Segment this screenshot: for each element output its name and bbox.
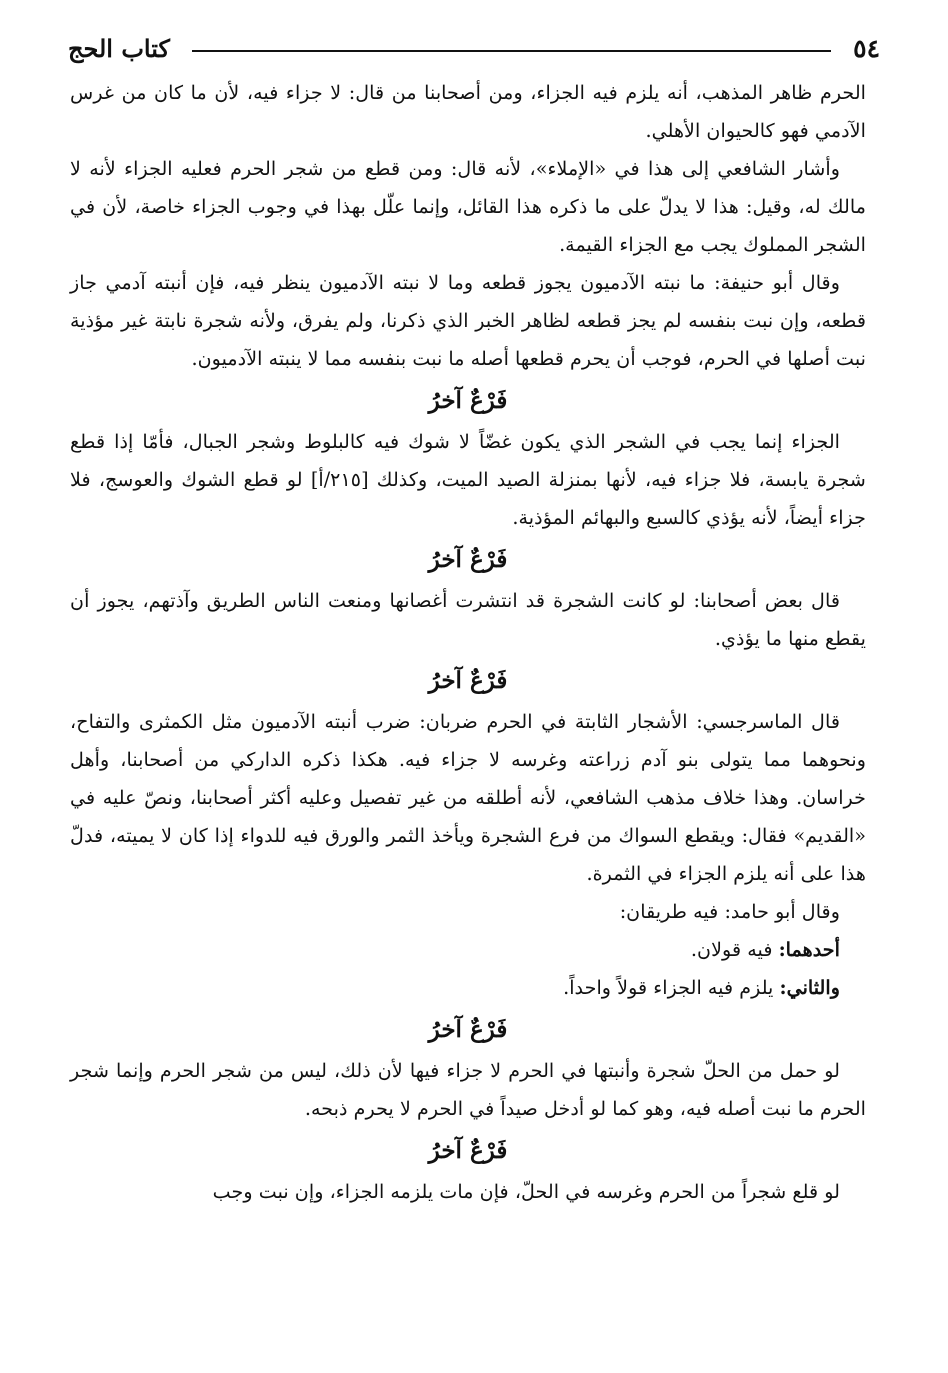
section-heading: فَرْعٌ آخرُ [428,667,508,694]
list-item-label: والثاني: [779,976,840,999]
section-heading: فَرْعٌ آخرُ [428,387,508,414]
section-heading: فَرْعٌ آخرُ [428,546,508,573]
paragraph: وأشار الشافعي إلى هذا في «الإملاء»، لأنه قال: ومن قطع من شجر الحرم فعليه الجزاء لأنه لا مالك له، وقيل: هذا لا يدلّ على ما ذكره هذا القائل، وإنما علّل بهذا في وجوب الجزاء خاصة، لأن في الشجر المملوك يجب مع الجزاء القيمة. [70,157,866,256]
list-item-text: يلزم فيه الجزاء قولاً واحداً. [563,976,780,999]
section-heading: فَرْعٌ آخرُ [428,1137,508,1164]
section-heading: فَرْعٌ آخرُ [428,1016,508,1043]
paragraph: قال بعض أصحابنا: لو كانت الشجرة قد انتشرت أغصانها ومنعت الناس الطريق وآذتهم، يجوز أن يقطع منها ما يؤذي. [70,589,866,650]
list-item-label: أحدهما: [778,938,840,961]
page-body [70,74,866,1211]
paragraph: وقال أبو حنيفة: ما نبته الآدميون يجوز قطعه وما لا نبته الآدميون ينظر فيه، فإن أنبته آدمي جاز قطعه، وإن نبت بنفسه لم يجز قطعه لظاهر الخبر الذي ذكرنا، ولم يفرق، ولأنه شجرة نابتة غير مؤذية نبت أصلها في الحرم، فوجب أن يحرم قطعها أصله ما نبت بنفسه مما لا ينبته الآدميون. [70,271,866,370]
paragraph: وقال أبو حامد: فيه طريقان: [619,900,840,923]
list-item [70,931,866,969]
paragraph: الجزاء إنما يجب في الشجر الذي يكون غضّاً لا شوك فيه كالبلوط وشجر الجبال، فأمّا إذا قطع شجرة يابسة، فلا جزاء فيه، لأنها بمنزلة الصيد الميت، وكذلك [٢١٥/أ] لو قطع الشوك والعوسج، فلا جزاء أيضاً، لأنه يؤذي كالسبع والبهائم المؤذية. [70,430,866,529]
list-item-text: فيه قولان. [690,938,779,961]
paragraph: لو قلع شجراً من الحرم وغرسه في الحلّ، فإن مات يلزمه الجزاء، وإن نبت وجب [212,1180,840,1203]
page-header [68,28,880,68]
paragraph: لو حمل من الحلّ شجرة وأنبتها في الحرم لا جزاء فيها لأن ذلك، ليس من شجر الحرم وإنما شجر الحرم ما نبت أصله فيه، وهو كما لو أدخل صيداً في الحرم لا يحرم ذبحه. [70,1059,866,1120]
header-rule [192,50,831,52]
paragraph: الحرم ظاهر المذهب، أنه يلزم فيه الجزاء، ومن أصحابنا من قال: لا جزاء فيه، لأن ما كان من غرس الآدمي فهو كالحيوان الأهلي. [70,81,866,142]
list-item [70,969,866,1007]
paragraph: قال الماسرجسي: الأشجار الثابتة في الحرم ضربان: ضرب أنبته الآدميون مثل الكمثرى والتفاح، ونحوهما مما يتولى بنو آدم زراعته وغرسه لا جزاء فيه. هكذا ذكره الداركي من أصحابنا، وأهل خراسان. وهذا خلاف مذهب الشافعي، لأنه أطلقه من غير تفصيل وعليه أكثر أصحابنا، ونصّ عليه في «القديم» فقال: ويقطع السواك من فرع الشجرة ويأخذ الثمر والورق فيه للدواء إذا كان لا يميته، فدلّ هذا على أنه يلزم الجزاء في الثمرة. [70,710,866,885]
page-number: ٥٤ [853,33,880,63]
book-title: كتاب الحج [68,33,170,63]
